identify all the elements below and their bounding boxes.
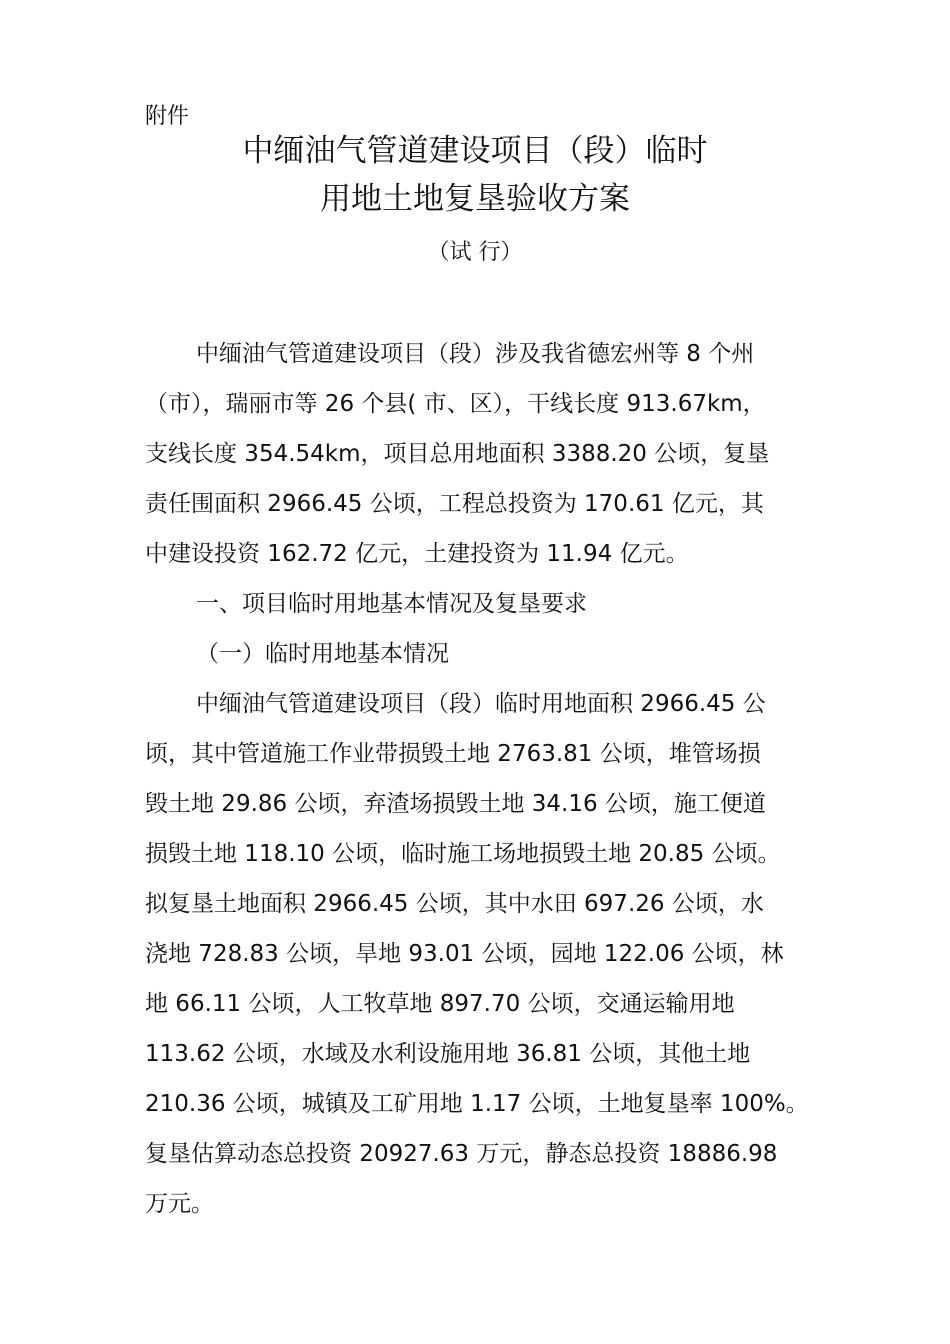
body-line: 责任围面积 2966.45 公顷，工程总投资为 170.61 亿元，其 [145,491,764,517]
body-line: 中缅油气管道建设项目（段）涉及我省德宏州等 8 个州 [196,341,755,367]
body-line: 中缅油气管道建设项目（段）临时用地面积 2966.45 公 [196,691,766,717]
body-line: 中建设投资 162.72 亿元，土建投资为 11.94 亿元。 [145,541,689,567]
body-line: 拟复垦土地面积 2966.45 公顷，其中水田 697.26 公顷，水 [145,891,764,917]
body-line: 顷，其中管道施工作业带损毁土地 2763.81 公顷，堆管场损 [145,741,761,767]
document-title-line-2: 用地土地复垦验收方案 [320,181,630,217]
document-subtitle: （试 行） [427,240,523,265]
body-line: 浇地 728.83 公顷，旱地 93.01 公顷，园地 122.06 公顷，林 [145,941,784,967]
body-line: 支线长度 354.54km，项目总用地面积 3388.20 公顷，复垦 [145,441,770,467]
subsection-heading: （一）临时用地基本情况 [196,641,449,667]
attachment-label: 附件 [145,104,190,129]
body-line: 210.36 公顷，城镇及工矿用地 1.17 公顷，土地复垦率 100%。 [145,1091,809,1117]
body-line: 损毁土地 118.10 公顷，临时施工场地损毁土地 20.85 公顷。 [145,841,781,867]
section-heading: 一、项目临时用地基本情况及复垦要求 [196,591,587,617]
body-line: 地 66.11 公顷，人工牧草地 897.70 公顷，交通运输用地 [145,991,735,1017]
body-line: 毁土地 29.86 公顷，弃渣场损毁土地 34.16 公顷，施工便道 [145,791,766,817]
body-line: 万元。 [145,1191,214,1217]
body-line: 复垦估算动态总投资 20927.63 万元，静态总投资 18886.98 [145,1141,778,1167]
body-line: （市），瑞丽市等 26 个县( 市、区），干线长度 913.67km， [145,391,766,417]
body-line: 113.62 公顷，水域及水利设施用地 36.81 公顷，其他土地 [145,1041,751,1067]
document-title-line-1: 中缅油气管道建设项目（段）临时 [242,133,708,169]
